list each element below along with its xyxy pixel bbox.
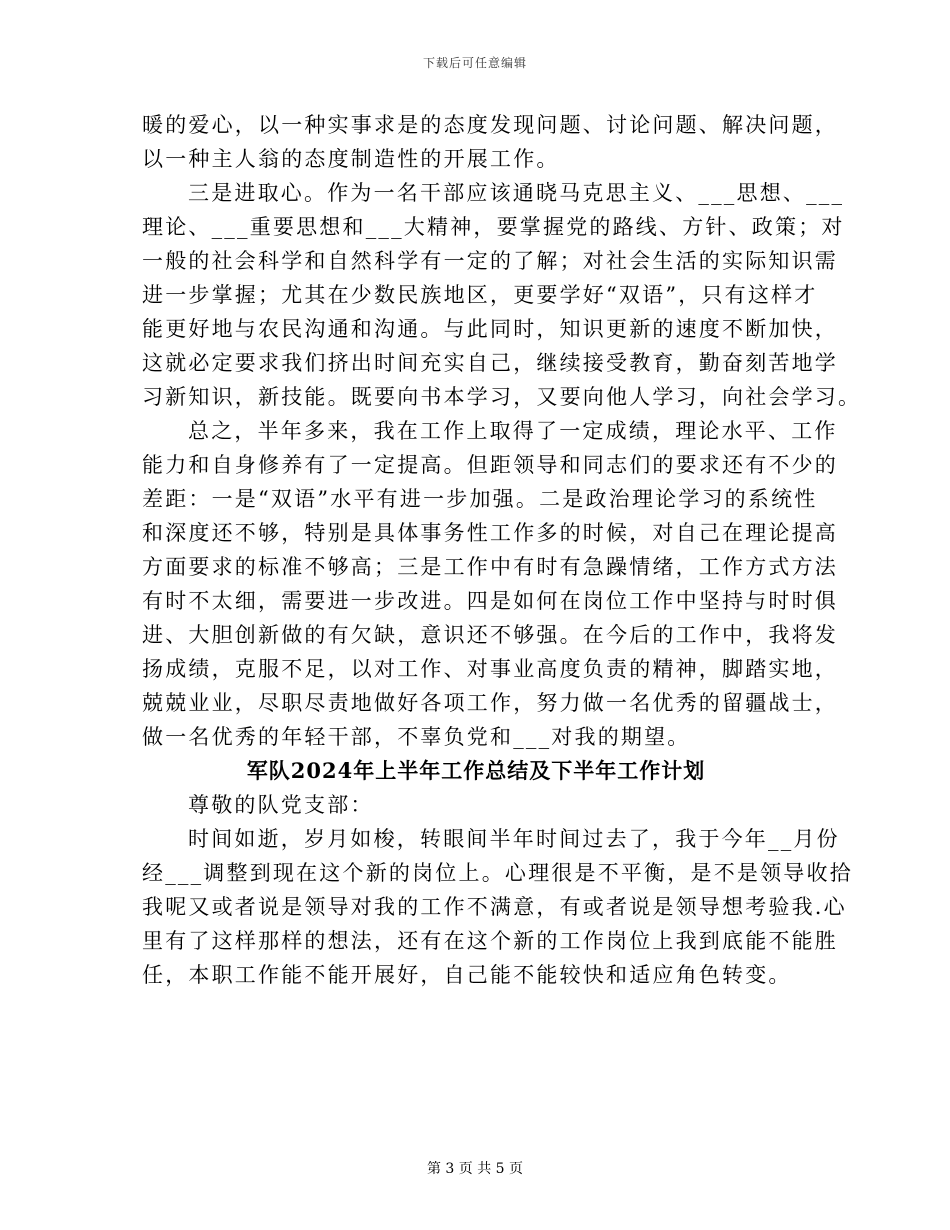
body-line: 能更好地与农民沟通和沟通。与此同时，知识更新的速度不断加快， — [142, 317, 838, 341]
body-line: 以一种主人翁的态度制造性的开展工作。 — [142, 147, 560, 171]
body-line: 和深度还不够，特别是具体事务性工作多的时候，对自己在理论提高 — [142, 521, 838, 545]
body-line: 做一名优秀的年轻干部，不辜负党和___对我的期望。 — [142, 725, 691, 749]
body-line: 进、大胆创新做的有欠缺，意识还不够强。在今后的工作中，我将发 — [142, 623, 838, 647]
paragraph-start-line: 时间如逝，岁月如梭，转眼间半年时间过去了，我于今年__月份 — [188, 827, 840, 851]
body-line: 习新知识，新技能。既要向书本学习，又要向他人学习，向社会学习。 — [142, 385, 862, 409]
section-title: 军队2024年上半年工作总结及下半年工作计划 — [246, 758, 706, 783]
body-line: 能力和自身修养有了一定提高。但距领导和同志们的要求还有不少的 — [142, 453, 838, 477]
page-footer: 第 3 页 共 5 页 — [426, 1161, 524, 1177]
body-line: 暖的爱心，以一种实事求是的态度发现问题、讨论问题、解决问题， — [142, 113, 838, 137]
paragraph-start-line: 总之，半年多来，我在工作上取得了一定成绩，理论水平、工作 — [188, 419, 838, 443]
body-line: 理论、___重要思想和___大精神，要掌握党的路线、方针、政策；对 — [142, 215, 845, 239]
paragraph-start-line: 三是进取心。作为一名干部应该通晓马克思主义、___思想、___ — [188, 181, 845, 205]
body-line: 一般的社会科学和自然科学有一定的了解；对社会生活的实际知识需 — [142, 249, 838, 273]
document-body — [142, 108, 862, 992]
body-line: 差距：一是“双语”水平有进一步加强。二是政治理论学习的系统性 — [142, 487, 818, 511]
body-line: 里有了这样那样的想法，还有在这个新的工作岗位上我到底能不能胜 — [142, 929, 838, 953]
body-line: 经___调整到现在这个新的岗位上。心理很是不平衡，是不是领导收拾 — [142, 861, 853, 885]
body-line: 任，本职工作能不能开展好，自己能不能较快和适应角色转变。 — [142, 963, 792, 987]
body-line: 进一步掌握；尤其在少数民族地区，更要学好“双语”，只有这样才 — [142, 283, 818, 307]
body-line: 我呢又或者说是领导对我的工作不满意，有或者说是领导想考验我.心 — [142, 895, 847, 919]
body-line: 兢兢业业，尽职尽责地做好各项工作，努力做一名优秀的留疆战士， — [142, 691, 838, 715]
body-line: 方面要求的标准不够高；三是工作中有时有急躁情绪，工作方式方法 — [142, 555, 838, 579]
body-line: 扬成绩，克服不足，以对工作、对事业高度负责的精神，脚踏实地， — [142, 657, 838, 681]
body-line: 这就必定要求我们挤出时间充实自己，继续接受教育，勤奋刻苦地学 — [142, 351, 838, 375]
page-header: 下载后可任意编辑 — [422, 56, 527, 70]
salutation-line: 尊敬的队党支部： — [188, 793, 374, 817]
body-line: 有时不太细，需要进一步改进。四是如何在岗位工作中坚持与时时俱 — [142, 589, 838, 613]
